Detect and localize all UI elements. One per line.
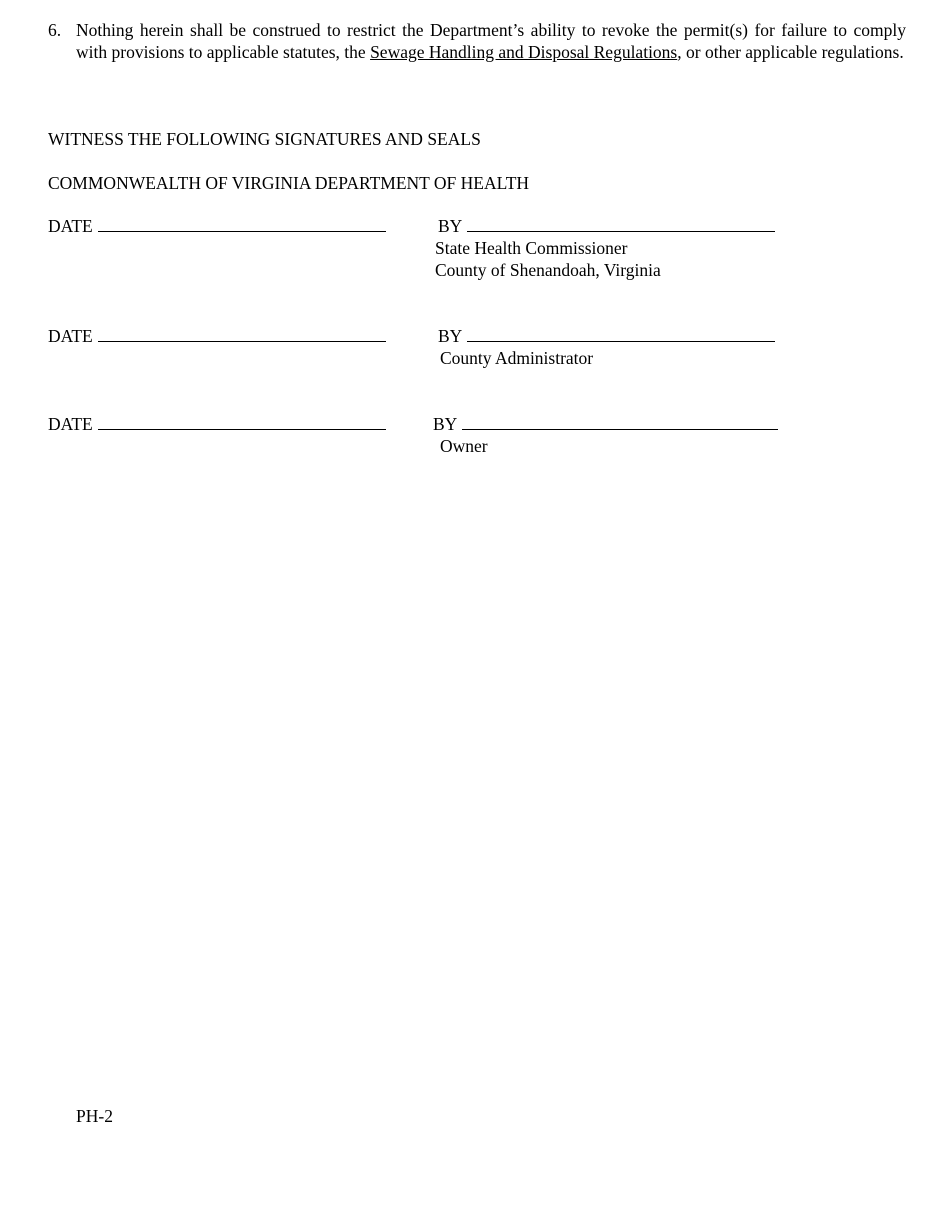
- by-label: BY: [433, 414, 458, 434]
- date-signature-line: [98, 327, 386, 342]
- date-label: DATE: [48, 216, 93, 236]
- signer-title-1-line2: County of Shenandoah, Virginia: [435, 260, 661, 280]
- signer-title-3: Owner: [440, 436, 488, 456]
- by-signature-line: [462, 415, 778, 430]
- by-label: BY: [438, 326, 463, 346]
- date-signature-line: [98, 217, 386, 232]
- date-label: DATE: [48, 326, 93, 346]
- signer-title-1: State Health Commissioner: [435, 238, 628, 258]
- date-label: DATE: [48, 414, 93, 434]
- date-signature-line: [98, 415, 386, 430]
- by-signature-line: [467, 327, 775, 342]
- by-field-3: [433, 414, 778, 435]
- signer-title-2: County Administrator: [440, 348, 594, 368]
- page-code: PH-2: [76, 1106, 113, 1126]
- paragraph-item-6: [48, 19, 906, 63]
- item-6-text: [76, 19, 906, 63]
- department-heading: COMMONWEALTH OF VIRGINIA DEPARTMENT OF HEALTH: [48, 173, 530, 193]
- by-field-1: [438, 216, 775, 237]
- by-field-2: [438, 326, 775, 347]
- date-field-2: [48, 326, 386, 347]
- by-signature-line: [467, 217, 775, 232]
- by-label: BY: [438, 216, 463, 236]
- item-number: 6.: [48, 20, 62, 40]
- date-field-1: [48, 216, 386, 237]
- item-6-text-before: Nothing herein shall be construed to restrict the Department’s ability to revoke the permit(s) for failure to comply with provisions to applicable statutes, the: [76, 20, 906, 62]
- date-field-3: [48, 414, 386, 435]
- item-6-text-after: , or other applicable regulations.: [677, 42, 904, 62]
- regulations-title: Sewage Handling and Disposal Regulations: [370, 42, 678, 62]
- witness-heading: WITNESS THE FOLLOWING SIGNATURES AND SEALS: [48, 129, 481, 149]
